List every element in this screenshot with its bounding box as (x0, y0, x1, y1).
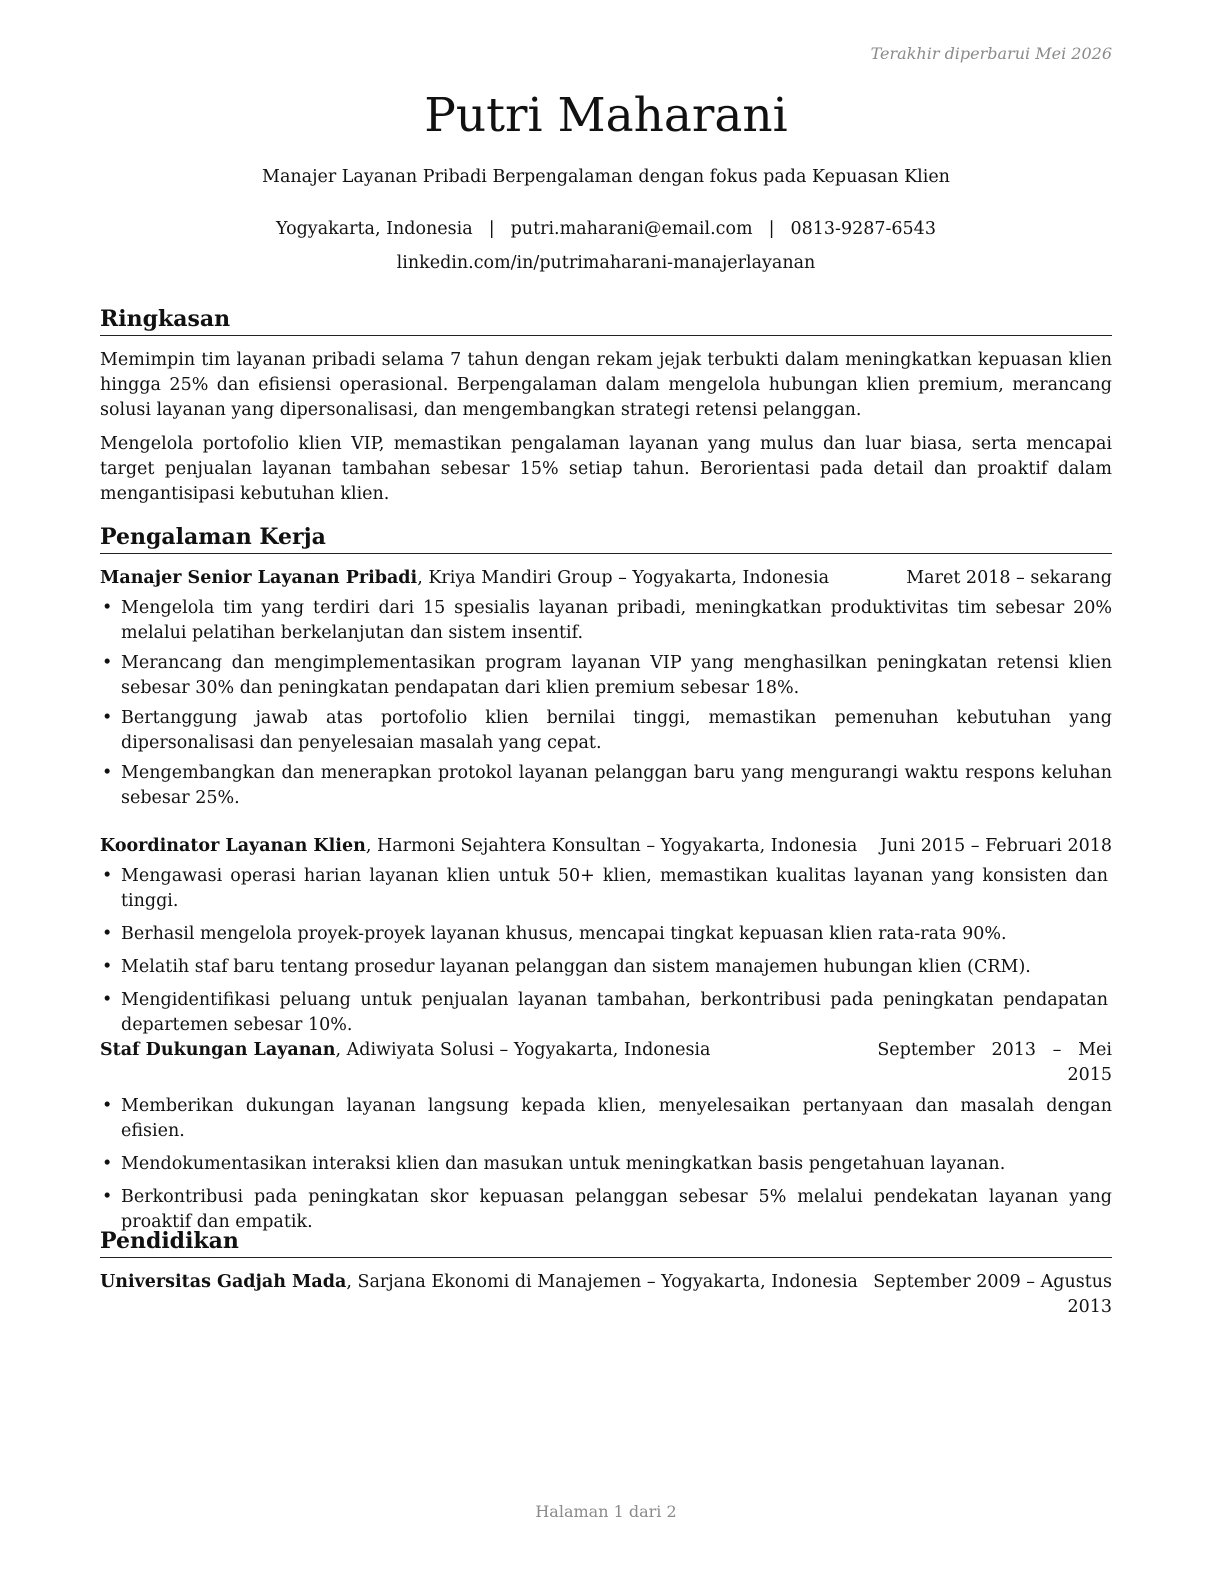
separator: | (488, 219, 495, 239)
degree: , Sarjana Ekonomi di Manajemen – Yogyakarta, Indonesia (346, 1272, 858, 1292)
job-title-line (100, 566, 829, 591)
summary-paragraph: Memimpin tim layanan pribadi selama 7 tahun dengan rekam jejak terbukti dalam meningkatkan kepuasan klien hingga 25% dan efisiensi operasional. Berpengalaman dalam mengelola hubungan klien premium, merancang solusi layanan yang dipersonalisasi, dan mengembangkan strategi retensi pelanggan. (100, 350, 1112, 420)
education-line (100, 1270, 858, 1295)
email-link[interactable]: putri.maharani@email.com (510, 219, 753, 239)
education-dates (873, 1270, 1112, 1320)
separator: | (768, 219, 775, 239)
job-dates: Juni 2015 – Februari 2018 (879, 836, 1112, 856)
job-role: Staf Dukungan Layanan (100, 1040, 336, 1060)
job-dates: Maret 2018 – sekarang (906, 568, 1112, 588)
list-item: • Mengelola tim yang terdiri dari 15 spesialis layanan pribadi, meningkatkan produktivitas tim sebesar 20% melalui pelatihan berkelanjutan dan sistem insentif. (100, 596, 1112, 646)
list-item: • Mendokumentasikan interaksi klien dan masukan untuk meningkatkan basis pengetahuan layanan. (100, 1152, 1112, 1177)
list-item: • Mengidentifikasi peluang untuk penjualan layanan tambahan, berkontribusi pada peningkatan pendapatan departemen sebesar 10%. (100, 988, 1108, 1038)
list-item: • Berkontribusi pada peningkatan skor kepuasan pelanggan sebesar 5% melalui pendekatan layanan yang proaktif dan empatik. (100, 1185, 1112, 1235)
last-updated: Terakhir diperbarui Mei 2026 (870, 44, 1112, 63)
job-dates-line2: 2015 (1067, 1065, 1112, 1085)
candidate-name: Putri Maharani (424, 88, 788, 143)
education-entry (100, 1270, 1112, 1320)
job-company: , Adiwiyata Solusi – Yogyakarta, Indonesia (335, 1040, 711, 1060)
list-item: • Memberikan dukungan layanan langsung kepada klien, menyelesaikan pertanyaan dan masalah dengan efisien. (100, 1094, 1112, 1144)
tagline: Manajer Layanan Pribadi Berpengalaman dengan fokus pada Kepuasan Klien (262, 167, 950, 187)
summary-paragraph: Mengelola portofolio klien VIP, memastikan pengalaman layanan yang mulus dan luar biasa, serta mencapai target penjualan layanan tambahan sebesar 15% setiap tahun. Berorientasi pada detail dan proaktif dalam mengantisipasi kebutuhan klien. (100, 434, 1112, 504)
job-dates (877, 1038, 1112, 1088)
list-item: • Berhasil mengelola proyek-proyek layanan khusus, mencapai tingkat kepuasan klien rata-rata 90%. (100, 922, 1108, 947)
school-name: Universitas Gadjah Mada (100, 1272, 347, 1292)
job-bullets (100, 596, 1112, 811)
job-role: Koordinator Layanan Klien (100, 836, 366, 856)
list-item: • Merancang dan mengimplementasikan program layanan VIP yang menghasilkan peningkatan retensi klien sebesar 30% dan peningkatan pendapatan dari klien premium sebesar 18%. (100, 651, 1112, 701)
job-header (100, 1038, 1112, 1088)
job-bullets (100, 1094, 1112, 1235)
resume-page (100, 0, 1112, 1584)
job-role: Manajer Senior Layanan Pribadi (100, 568, 418, 588)
linkedin-link[interactable]: linkedin.com/in/putrimaharani-manajerlayanan (396, 253, 816, 273)
contact-line (100, 219, 1112, 239)
job-company: , Kriya Mandiri Group – Yogyakarta, Indonesia (417, 568, 830, 588)
education-dates-line2: 2013 (1067, 1297, 1112, 1317)
section-title-experience: Pengalaman Kerja (100, 523, 1112, 554)
section-title-summary: Ringkasan (100, 305, 1112, 336)
list-item: • Melatih staf baru tentang prosedur layanan pelanggan dan sistem manajemen hubungan klien (CRM). (100, 955, 1108, 980)
phone: 0813-9287-6543 (790, 219, 936, 239)
job-bullets (100, 864, 1108, 1038)
page-number: Halaman 1 dari 2 (535, 1502, 677, 1521)
section-title-education: Pendidikan (100, 1227, 1112, 1258)
list-item: • Mengawasi operasi harian layanan klien untuk 50+ klien, memastikan kualitas layanan yang konsisten dan tinggi. (100, 864, 1108, 914)
job-title-line (100, 1038, 710, 1063)
job-title-line (100, 834, 857, 859)
job-company: , Harmoni Sejahtera Konsultan – Yogyakarta, Indonesia (365, 836, 858, 856)
list-item: • Bertanggung jawab atas portofolio klien bernilai tinggi, memastikan pemenuhan kebutuhan yang dipersonalisasi dan penyelesaian masalah yang cepat. (100, 706, 1112, 756)
location: Yogyakarta, Indonesia (276, 219, 473, 239)
education-dates-line1: September 2009 – Agustus (873, 1272, 1112, 1292)
job-dates-line1: September 2013 – Mei (877, 1040, 1112, 1060)
list-item: • Mengembangkan dan menerapkan protokol layanan pelanggan baru yang mengurangi waktu respons keluhan sebesar 25%. (100, 761, 1112, 811)
